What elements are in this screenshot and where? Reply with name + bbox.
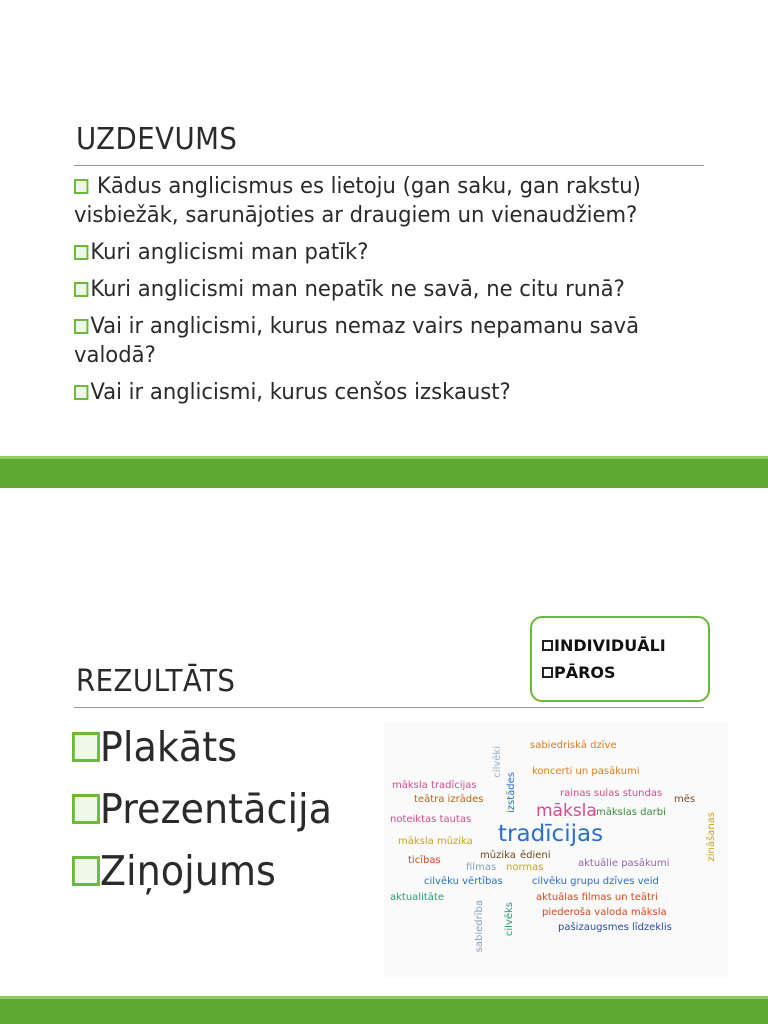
word-cloud-word: filmas <box>466 862 497 873</box>
list-item: Kādus anglicismus es lietoju (gan saku, gan rakstu) visbiežāk, sarunājoties ar draugiem un vienaudžiem? <box>74 174 641 228</box>
word-cloud-word: cilvēks <box>504 902 515 937</box>
word-cloud-word: mēs <box>674 794 696 805</box>
word-cloud <box>384 722 728 978</box>
list-item: Vai ir anglicismi, kurus cenšos izskaust? <box>74 378 688 407</box>
word-cloud-word: māksla tradīcijas <box>392 780 477 791</box>
checkbox-icon <box>74 319 88 334</box>
word-cloud-word: aktualitāte <box>390 892 444 903</box>
green-footer-band <box>0 996 768 1024</box>
word-cloud-word: māksla <box>536 801 597 821</box>
word-cloud-word: cilvēku vērtības <box>424 876 503 887</box>
checkbox-icon <box>74 179 88 194</box>
list-item: Plakāts <box>72 716 332 778</box>
checkbox-icon <box>72 732 100 762</box>
slide-title: UZDEVUMS <box>76 122 238 157</box>
checkbox-icon <box>542 640 553 651</box>
word-cloud-word: tradīcijas <box>498 821 604 847</box>
list-item: Kuri anglicismi man nepatīk ne savā, ne citu runā? <box>74 275 688 304</box>
list-item: Kuri anglicismi man patīk? <box>74 238 688 267</box>
word-cloud-word: sabiedriskā dzīve <box>530 740 617 751</box>
word-cloud-word: rainas sulas stundas <box>560 788 663 799</box>
word-cloud-word: sabiedrība <box>474 900 485 953</box>
word-cloud-word: māksla mūzika <box>398 836 473 847</box>
mode-item: PĀROS <box>542 659 708 686</box>
word-cloud-word: teātra izrādes <box>414 794 484 805</box>
slide-title: REZULTĀTS <box>76 664 236 699</box>
word-cloud-word: piederoša valoda māksla <box>542 907 667 918</box>
mode-item: INDIVIDUĀLI <box>542 632 708 659</box>
word-cloud-word: cilvēki <box>492 746 503 778</box>
title-divider <box>74 165 704 166</box>
question-list <box>74 172 714 415</box>
list-item: Ziņojums <box>72 840 332 902</box>
word-cloud-word: koncerti un pasākumi <box>532 766 640 777</box>
slide-uzdevums <box>0 0 768 456</box>
list-item: Vai ir anglicismi, kurus nemaz vairs nepamanu savā valodā? <box>74 314 640 368</box>
word-cloud-word: ēdieni <box>520 850 551 861</box>
title-divider <box>74 707 704 708</box>
word-cloud-word: izstādes <box>506 772 517 813</box>
checkbox-icon <box>74 385 88 400</box>
checkbox-icon <box>72 794 100 824</box>
word-cloud-word: cilvēku grupu dzīves veid <box>532 876 659 887</box>
word-cloud-word: mākslas darbi <box>596 807 666 818</box>
green-divider-band <box>0 456 768 488</box>
word-cloud-word: ticības <box>408 855 441 866</box>
word-cloud-word: normas <box>506 862 544 873</box>
word-cloud-word: aktuālas filmas un teātri <box>536 892 658 903</box>
work-mode-box <box>530 616 710 702</box>
checkbox-icon <box>74 282 88 297</box>
word-cloud-word: pašizaugsmes līdzeklis <box>558 922 672 933</box>
checkbox-icon <box>74 245 88 260</box>
word-cloud-word: noteiktas tautas <box>390 814 472 825</box>
list-item: Prezentācija <box>72 778 332 840</box>
word-cloud-word: mūzika <box>480 850 516 861</box>
result-list <box>72 716 352 902</box>
checkbox-icon <box>542 667 553 678</box>
checkbox-icon <box>72 856 100 886</box>
word-cloud-word: zināšanas <box>706 812 717 862</box>
word-cloud-word: aktuālie pasākumi <box>578 858 670 869</box>
